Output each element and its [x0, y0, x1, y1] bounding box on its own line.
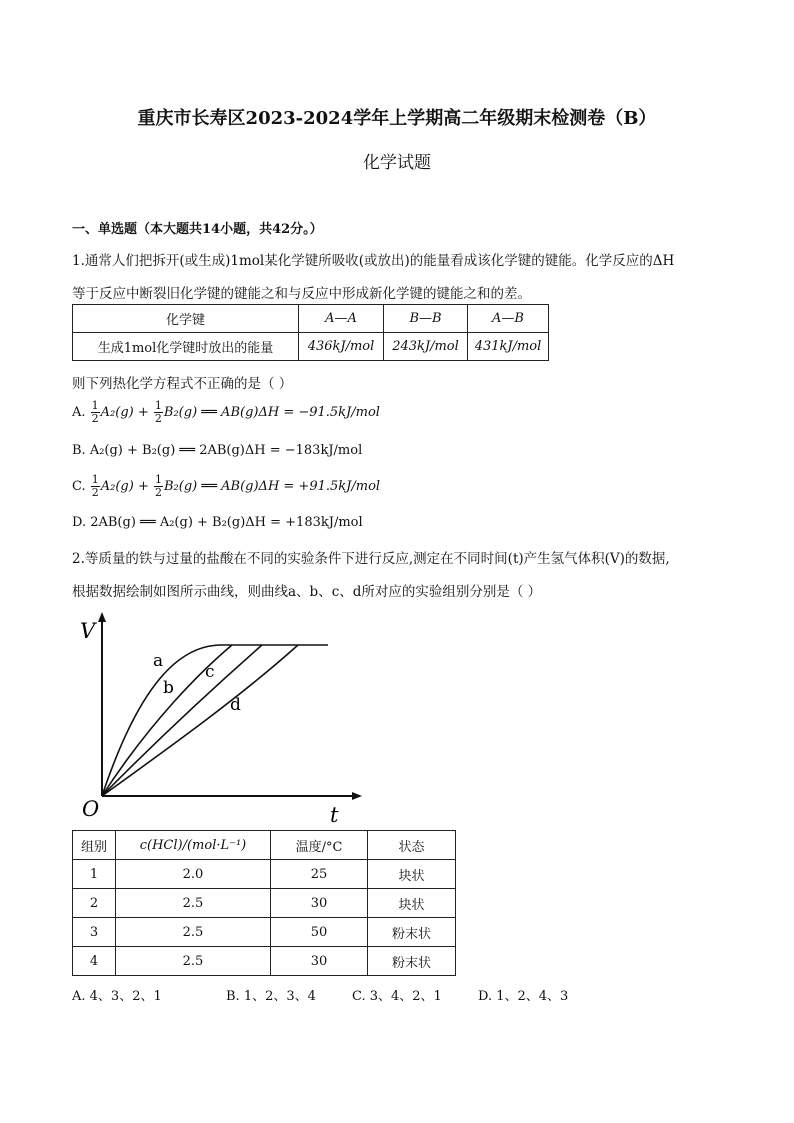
q1-question: 则下列热化学方程式不正确的是（ ） — [72, 376, 293, 392]
q1-option-b: B. A₂(g) + B₂(g) ══ 2AB(g)ΔH = −183kJ/mol — [72, 443, 363, 458]
table-row — [73, 947, 456, 976]
option-label: C. — [72, 479, 86, 494]
q2-answer-b: B. 1、2、3、4 — [226, 989, 316, 1004]
table-cell: 243kJ/mol — [384, 333, 468, 361]
origin-label: O — [82, 797, 100, 821]
table-cell: 2.5 — [116, 947, 271, 976]
table-header-cell: 化学键 — [73, 305, 299, 333]
q1-option-c: C. $\frac{1}{2}$ A₂(g) + $\frac{1}{2}$ B₂(g) ══ AB(g)ΔH = +91.5kJ/mol — [72, 473, 381, 499]
curve-d — [102, 645, 298, 796]
table-cell: 块状 — [368, 889, 456, 918]
table-header-cell: B—B — [384, 305, 468, 333]
table-header-cell: 组别 — [73, 831, 116, 860]
curve-a — [102, 645, 328, 796]
table-cell: 3 — [73, 918, 116, 947]
table-row — [73, 305, 549, 333]
q2-answer-d: D. 1、2、4、3 — [478, 989, 569, 1004]
q2-text-line2: 根据数据绘制如图所示曲线，则曲线a、b、c、d所对应的实验组别分别是（ ） — [72, 584, 542, 600]
fraction: $\frac{1}{2}$ — [154, 399, 162, 425]
table-cell: 生成1mol化学键时放出的能量 — [73, 333, 299, 361]
table-cell: 50 — [271, 918, 368, 947]
experiment-table — [72, 830, 456, 976]
table-cell: 粉末状 — [368, 947, 456, 976]
q1-text-line1: 1.通常人们把拆开(或生成)1mol某化学键所吸收(或放出)的能量看成该化学键的键能。化学反应的ΔH — [72, 253, 675, 269]
page-subtitle: 化学试题 — [363, 153, 431, 173]
y-axis-label: V — [80, 619, 96, 643]
curve-label-b: b — [163, 678, 174, 698]
table-cell: 436kJ/mol — [299, 333, 384, 361]
table-header-cell: c(HCl)/(mol·L⁻¹) — [116, 831, 271, 860]
table-row — [73, 918, 456, 947]
table-cell: 4 — [73, 947, 116, 976]
table-cell: 1 — [73, 860, 116, 889]
table-row — [73, 333, 549, 361]
page-title: 重庆市长寿区2023-2024学年上学期高二年级期末检测卷（B） — [137, 108, 657, 129]
table-header-cell: A—B — [468, 305, 549, 333]
curve-label-a: a — [153, 651, 164, 671]
volume-time-graph — [70, 612, 370, 828]
q2-answer-c: C. 3、4、2、1 — [352, 989, 442, 1004]
q2-answer-a: A. 4、3、2、1 — [72, 989, 162, 1004]
table-row — [73, 831, 456, 860]
x-axis-arrow — [352, 792, 362, 800]
table-cell: 2.0 — [116, 860, 271, 889]
table-header-cell: A—A — [299, 305, 384, 333]
table-cell: 粉末状 — [368, 918, 456, 947]
table-header-cell: 温度/°C — [271, 831, 368, 860]
fraction: $\frac{1}{2}$ — [91, 399, 99, 425]
table-cell: 30 — [271, 889, 368, 918]
table-cell: 2 — [73, 889, 116, 918]
x-axis-label: t — [330, 803, 339, 827]
table-cell: 块状 — [368, 860, 456, 889]
q1-text-line2: 等于反应中断裂旧化学键的键能之和与反应中形成新化学键的键能之和的差。 — [72, 286, 531, 302]
fraction: $\frac{1}{2}$ — [155, 473, 162, 499]
bond-energy-table — [72, 304, 549, 361]
table-cell: 2.5 — [116, 889, 271, 918]
fraction: $\frac{1}{2}$ — [91, 473, 99, 499]
y-axis-arrow — [98, 612, 106, 622]
curve-label-d: d — [230, 695, 241, 715]
q1-option-a: A. $\frac{1}{2}$ A₂(g) + $\frac{1}{2}$ B₂(g) ══ AB(g)ΔH = −91.5kJ/mol — [72, 399, 380, 425]
curve-c — [102, 645, 262, 796]
curve-label-c: c — [205, 662, 215, 682]
table-cell: 431kJ/mol — [468, 333, 549, 361]
table-cell: 2.5 — [116, 918, 271, 947]
table-cell: 30 — [271, 947, 368, 976]
q1-option-d: D. 2AB(g) ══ A₂(g) + B₂(g)ΔH = +183kJ/mol — [72, 515, 363, 530]
table-row — [73, 889, 456, 918]
table-row — [73, 860, 456, 889]
option-label: A. — [72, 405, 86, 420]
table-header-cell: 状态 — [368, 831, 456, 860]
section-heading: 一、单选题（本大题共14小题，共42分。） — [72, 222, 323, 237]
q2-text-line1: 2.等质量的铁与过量的盐酸在不同的实验条件下进行反应,测定在不同时间(t)产生氢气体积(V)的数据, — [72, 551, 670, 567]
table-cell: 25 — [271, 860, 368, 889]
